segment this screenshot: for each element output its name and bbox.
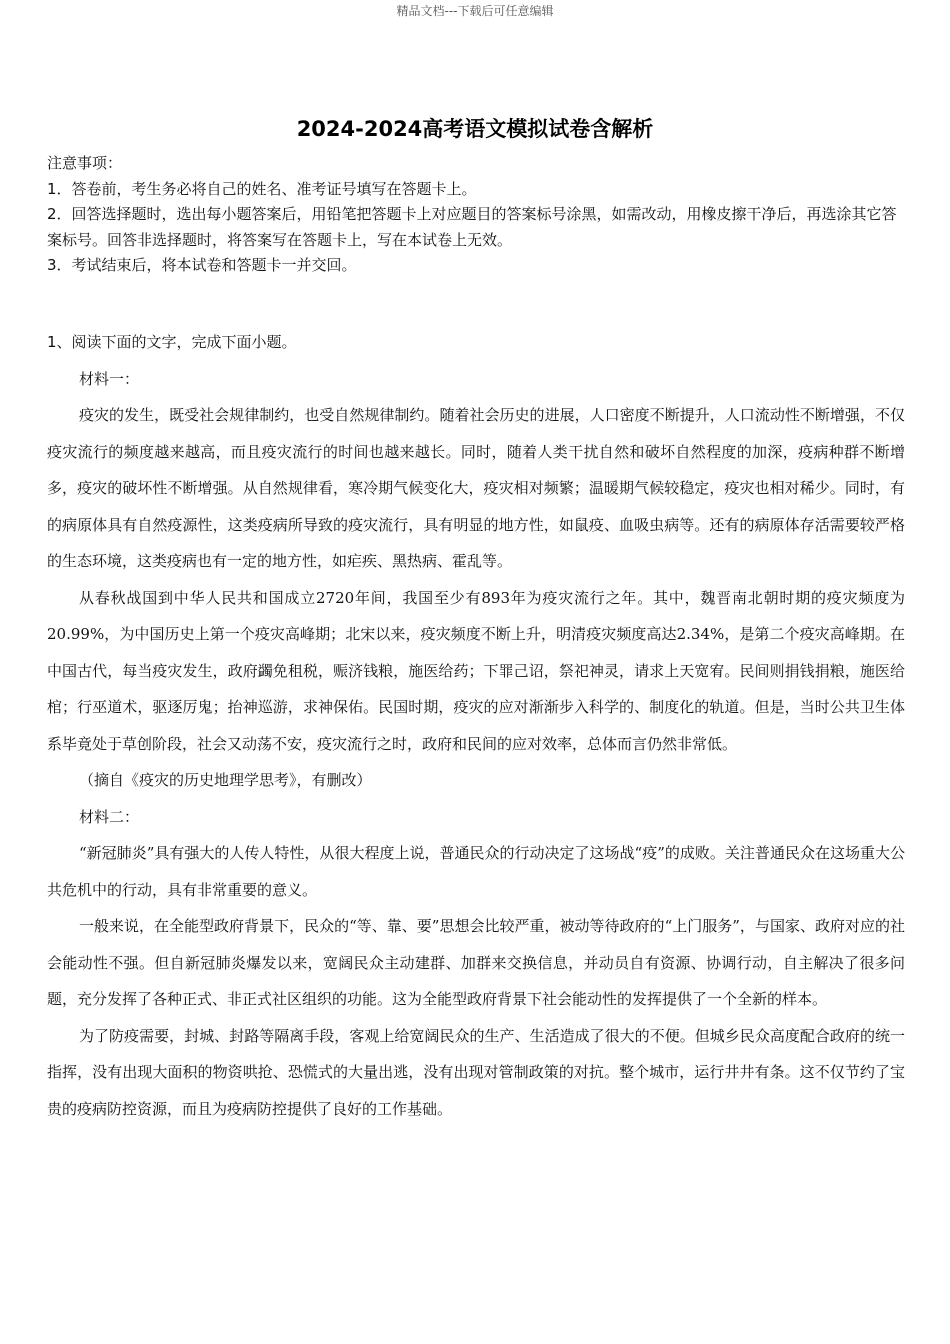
reading-passage	[47, 324, 905, 1127]
header-watermark: 精品文档---下载后可任意编辑	[396, 4, 554, 18]
notice-heading: 注意事项：	[47, 154, 123, 172]
material1-label: 材料一：	[79, 369, 140, 388]
notice-item: 3．考试结束后，将本试卷和答题卡一并交回。	[47, 256, 357, 274]
notice-item: 1．答卷前，考生务必将自己的姓名、准考证号填写在答题卡上。	[47, 179, 477, 198]
page-title: 2024-2024高考语文模拟试卷含解析	[296, 117, 654, 141]
material2-paragraph: 为了防疫需要，封城、封路等隔离手段，客观上给宽阔民众的生产、生活造成了很大的不便。但城乡民众高度配合政府的统一指挥，没有出现大面积的物资哄抢、恐慌式的大量出逃，没有出现对管制政策的对抗。整个城市，运行井井有条。这不仅节约了宝贵的疫病防控资源，而且为疫病防控提供了良好的工作基础。	[47, 1026, 905, 1118]
material2-paragraph: “新冠肺炎”具有强大的人传人特性，从很大程度上说，普通民众的行动决定了这场战“疫”的成败。关注普通民众在这场重大公共危机中的行动，具有非常重要的意义。	[47, 844, 905, 899]
material1-paragraph: 从春秋战国到中华人民共和国成立2720年间，我国至少有893年为疫灾流行之年。其中，魏晋南北朝时期的疫灾频度为20.99%，为中国历史上第一个疫灾高峰期；北宋以来，疫灾频度不断上升，明清疫灾频度高达2.34%，是第二个疫灾高峰期。在中国古代，每当疫灾发生，政府蠲免租税，赈济钱粮，施医给药；下罪己诏，祭祀神灵，请求上天宽宥。民间则捐钱捐粮，施医给棺；行巫道术，驱逐厉鬼；抬神巡游，求神保佑。民国时期，疫灾的应对渐渐步入科学的、制度化的轨道。但是，当时公共卫生体系毕竟处于草创阶段，社会又动荡不安，疫灾流行之时，政府和民间的应对效率，总体而言仍然非常低。	[47, 588, 905, 753]
notice-item: 2．回答选择题时，选出每小题答案后，用铅笔把答题卡上对应题目的答案标号涂黑，如需改动，用橡皮擦干净后，再选涂其它答案标号。回答非选择题时，将答案写在答题卡上，写在本试卷上无效。	[47, 205, 897, 249]
question-heading: 1、阅读下面的文字，完成下面小题。	[47, 333, 297, 351]
material2-label: 材料二：	[79, 807, 140, 826]
notice-section	[47, 151, 905, 279]
material2-paragraph: 一般来说，在全能型政府背景下，民众的“等、靠、要”思想会比较严重，被动等待政府的“上门服务”，与国家、政府对应的社会能动性不强。但自新冠肺炎爆发以来，宽阔民众主动建群、加群来交换信息，并动员自有资源、协调行动，自主解决了很多问题，充分发挥了各种正式、非正式社区组织的功能。这为全能型政府背景下社会能动性的发挥提供了一个全新的样本。	[47, 917, 905, 1008]
material1-paragraph: 疫灾的发生，既受社会规律制约，也受自然规律制约。随着社会历史的进展，人口密度不断提升，人口流动性不断增强，不仅疫灾流行的频度越来越高，而且疫灾流行的时间也越来越长。同时，随着人类干扰自然和破坏自然程度的加深，疫病种群不断增多，疫灾的破坏性不断增强。从自然规律看，寒冷期气候变化大，疫灾相对频繁；温暖期气候较稳定，疫灾也相对稀少。同时，有的病原体具有自然疫源性，这类疫病所导致的疫灾流行，具有明显的地方性，如鼠疫、血吸虫病等。还有的病原体存活需要较严格的生态环境，这类疫病也有一定的地方性，如疟疾、黑热病、霍乱等。	[47, 406, 905, 570]
material1-source: （摘自《疫灾的历史地理学思考》，有删改）	[79, 771, 372, 789]
